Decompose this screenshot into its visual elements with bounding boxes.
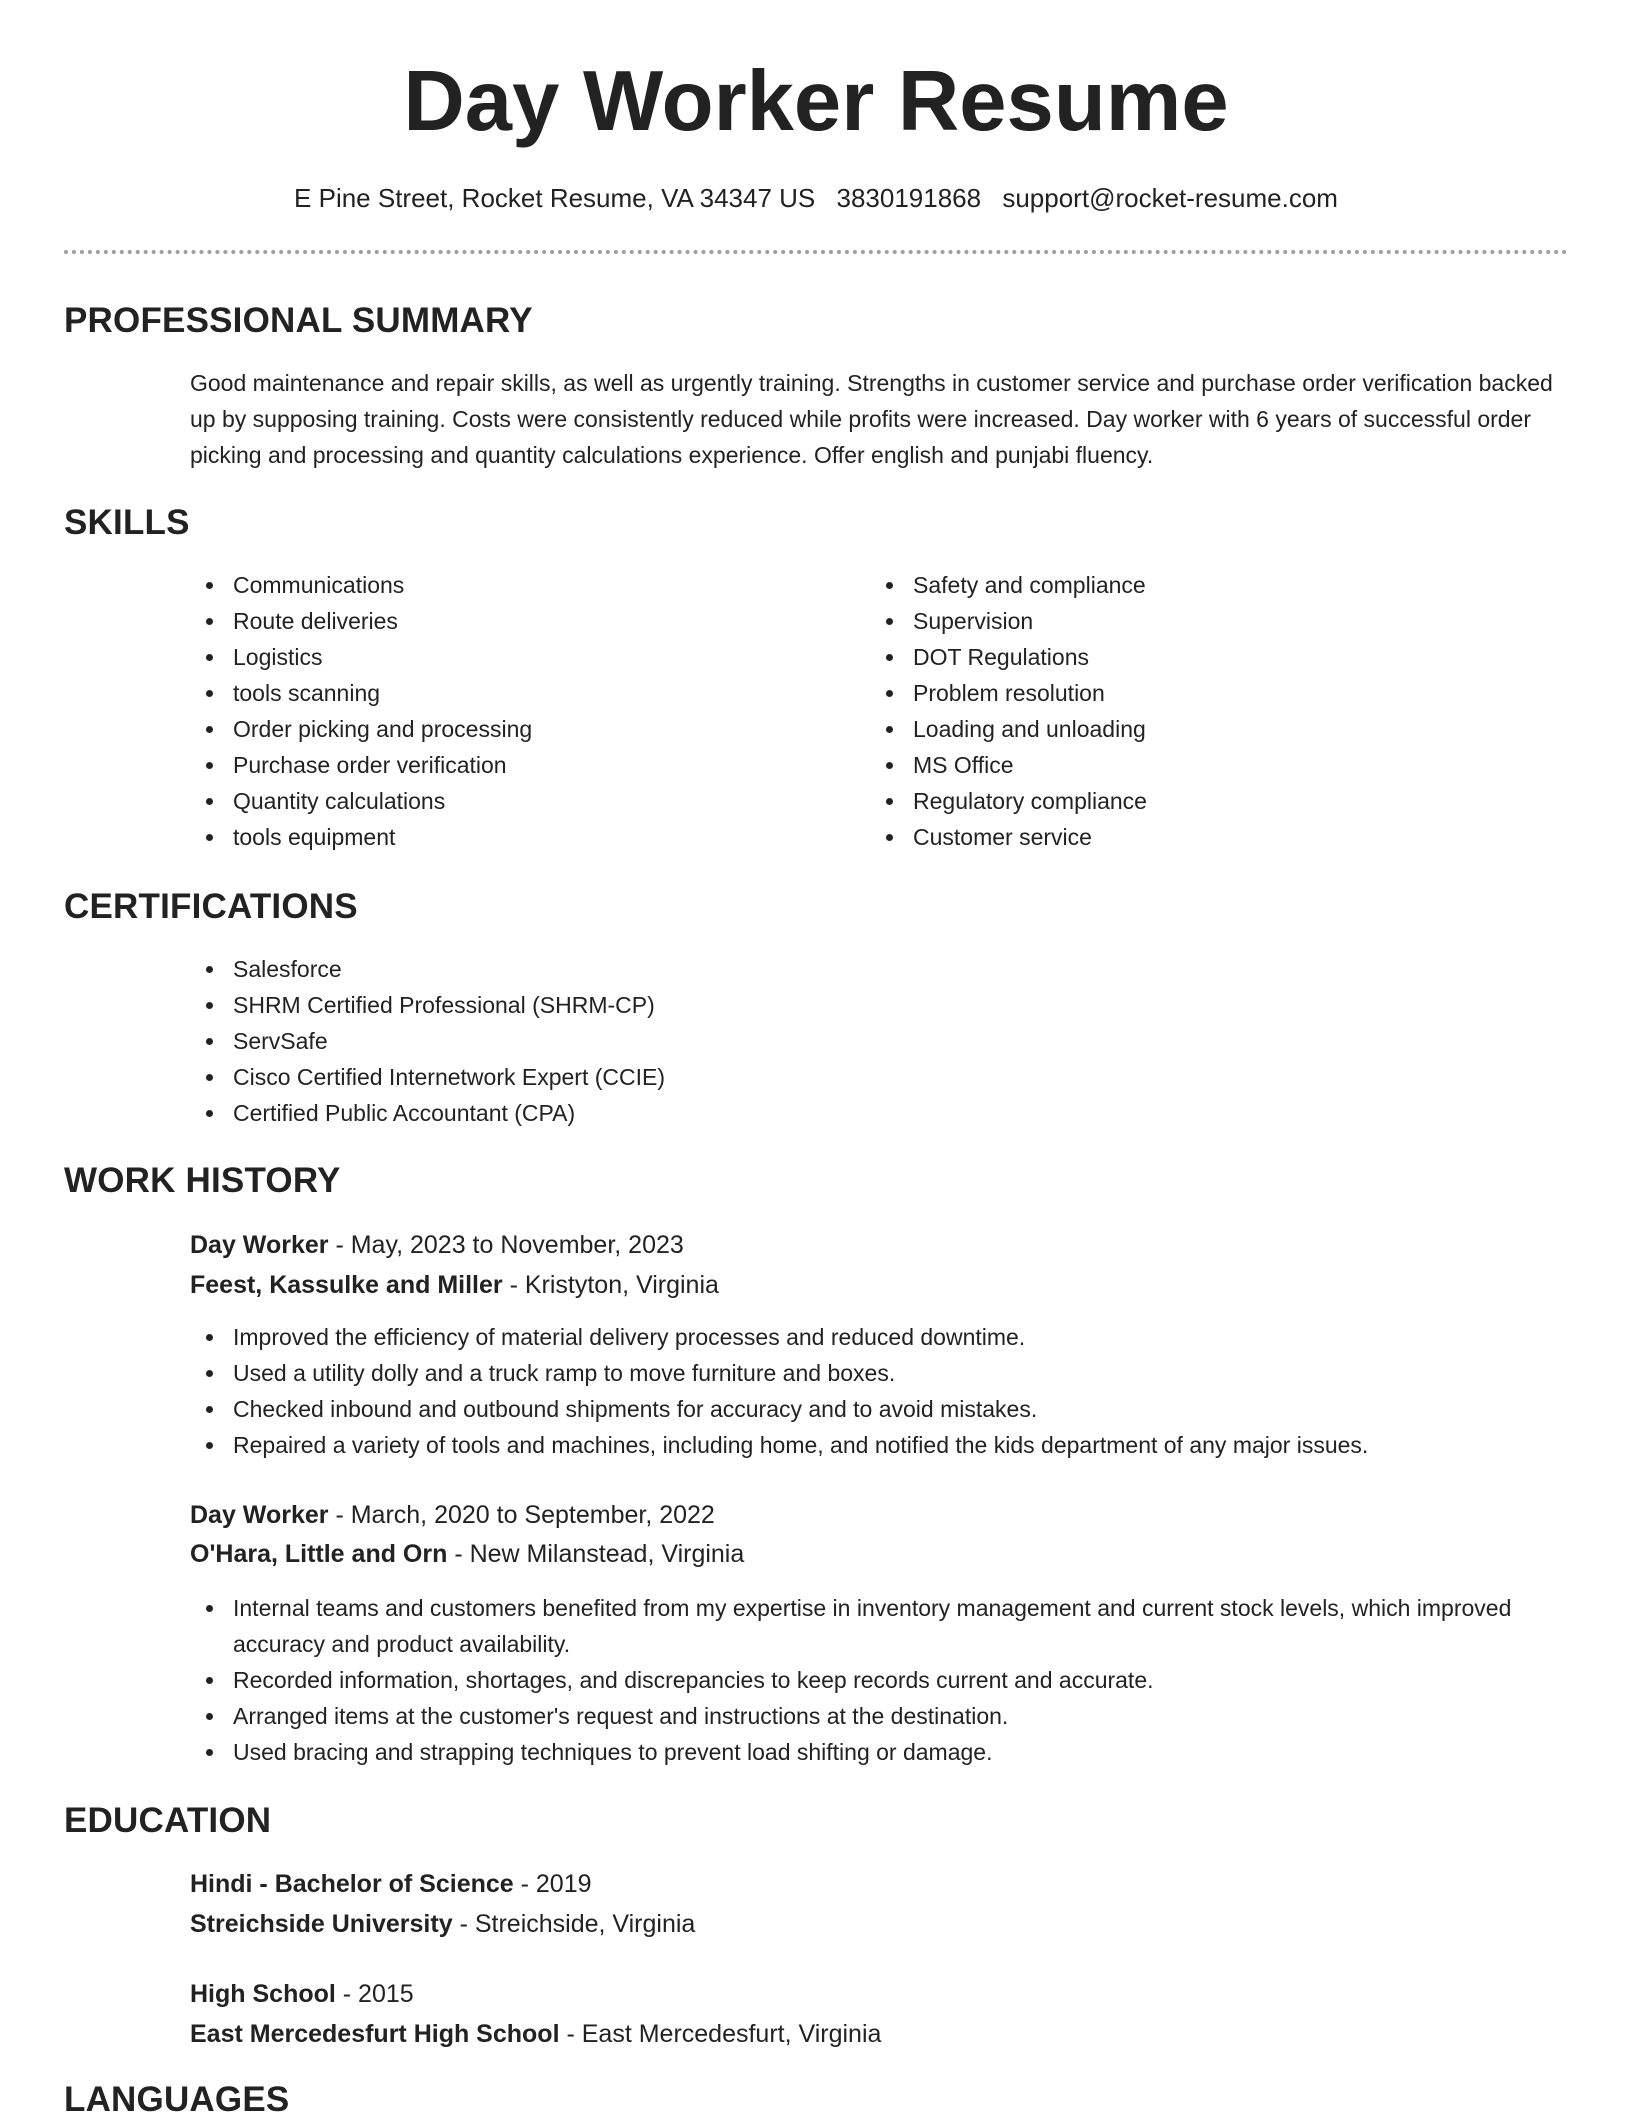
job-company-line <box>190 1267 719 1303</box>
languages-heading: LANGUAGES <box>64 2080 290 2119</box>
job-bullet: Used a utility dolly and a truck ramp to move furniture and boxes. <box>190 1355 1570 1391</box>
contact-address: E Pine Street, Rocket Resume, VA 34347 US <box>294 183 816 213</box>
education-school: Streichside University <box>190 1910 453 1938</box>
certification-item: ServSafe <box>190 1023 1490 1059</box>
summary-text: Good maintenance and repair skills, as well as urgently training. Strengths in customer service and purchase order verification backed up by supposing training. Costs were consistently reduced while profits were increased. Day worker with 6 years of successful order picking and processing and quantity calculations experience. Offer english and punjabi fluency. <box>190 370 1553 468</box>
skill-item: Safety and compliance <box>870 567 1510 603</box>
job-bullets <box>190 1590 1570 1770</box>
skill-item: Quantity calculations <box>190 783 830 819</box>
skill-item: Problem resolution <box>870 675 1510 711</box>
job-dates: - March, 2020 to September, 2022 <box>328 1501 715 1529</box>
job-bullets <box>190 1319 1570 1463</box>
job-bullet: Used bracing and strapping techniques to prevent load shifting or damage. <box>190 1734 1570 1770</box>
contact-info <box>0 180 1632 216</box>
skill-item: Route deliveries <box>190 603 830 639</box>
job-company-line <box>190 1536 744 1572</box>
certifications-list <box>190 951 1490 1131</box>
education-location: - Streichside, Virginia <box>452 1910 696 1938</box>
education-school: East Mercedesfurt High School <box>190 2020 560 2048</box>
skill-item: Communications <box>190 567 830 603</box>
education-location: - East Mercedesfurt, Virginia <box>559 2020 882 2048</box>
job-title: Day Worker <box>190 1231 329 1259</box>
certification-item: Certified Public Accountant (CPA) <box>190 1095 1490 1131</box>
work-history-heading: WORK HISTORY <box>64 1161 341 1200</box>
job-company: Feest, Kassulke and Miller <box>190 1271 503 1299</box>
skill-item: Customer service <box>870 819 1510 855</box>
job-bullet: Arranged items at the customer's request and instructions at the destination. <box>190 1698 1570 1734</box>
skill-item: Order picking and processing <box>190 711 830 747</box>
skill-item: tools equipment <box>190 819 830 855</box>
contact-email: support@rocket-resume.com <box>1002 183 1338 213</box>
education-degree-line <box>190 1866 592 1902</box>
education-degree-line <box>190 1976 414 2012</box>
skill-item: Loading and unloading <box>870 711 1510 747</box>
skill-item: Purchase order verification <box>190 747 830 783</box>
education-year: - 2019 <box>513 1870 592 1898</box>
education-school-line <box>190 1906 695 1942</box>
education-heading: EDUCATION <box>64 1801 272 1840</box>
skill-item: DOT Regulations <box>870 639 1510 675</box>
contact-phone: 3830191868 <box>836 183 982 213</box>
header-divider <box>64 250 1568 254</box>
education-school-line <box>190 2016 881 2052</box>
skill-item: tools scanning <box>190 675 830 711</box>
job-company: O'Hara, Little and Orn <box>190 1540 448 1568</box>
certification-item: Cisco Certified Internetwork Expert (CCIE) <box>190 1059 1490 1095</box>
summary-heading: PROFESSIONAL SUMMARY <box>64 301 533 340</box>
job-title-line <box>190 1227 684 1263</box>
resume-title: Day Worker Resume <box>403 54 1229 149</box>
certification-item: Salesforce <box>190 951 1490 987</box>
job-bullet: Improved the efficiency of material delivery processes and reduced downtime. <box>190 1319 1570 1355</box>
job-bullet: Recorded information, shortages, and discrepancies to keep records current and accurate. <box>190 1662 1570 1698</box>
certification-item: SHRM Certified Professional (SHRM-CP) <box>190 987 1490 1023</box>
job-location: - Kristyton, Virginia <box>502 1271 719 1299</box>
job-location: - New Milanstead, Virginia <box>447 1540 745 1568</box>
education-degree: Hindi - Bachelor of Science <box>190 1870 514 1898</box>
job-title-line <box>190 1497 715 1533</box>
skills-list-left <box>190 567 830 855</box>
education-degree: High School <box>190 1980 336 2008</box>
job-bullet: Internal teams and customers benefited from my expertise in inventory management and current stock levels, which improved accuracy and product availability. <box>190 1590 1570 1662</box>
job-dates: - May, 2023 to November, 2023 <box>328 1231 684 1259</box>
job-bullet: Repaired a variety of tools and machines, including home, and notified the kids department of any major issues. <box>190 1427 1570 1463</box>
skill-item: Supervision <box>870 603 1510 639</box>
skill-item: Logistics <box>190 639 830 675</box>
skill-item: MS Office <box>870 747 1510 783</box>
skill-item: Regulatory compliance <box>870 783 1510 819</box>
job-title: Day Worker <box>190 1501 329 1529</box>
skills-heading: SKILLS <box>64 503 190 542</box>
education-year: - 2015 <box>335 1980 414 2008</box>
job-bullet: Checked inbound and outbound shipments for accuracy and to avoid mistakes. <box>190 1391 1570 1427</box>
certifications-heading: CERTIFICATIONS <box>64 887 358 926</box>
skills-list-right <box>870 567 1510 855</box>
